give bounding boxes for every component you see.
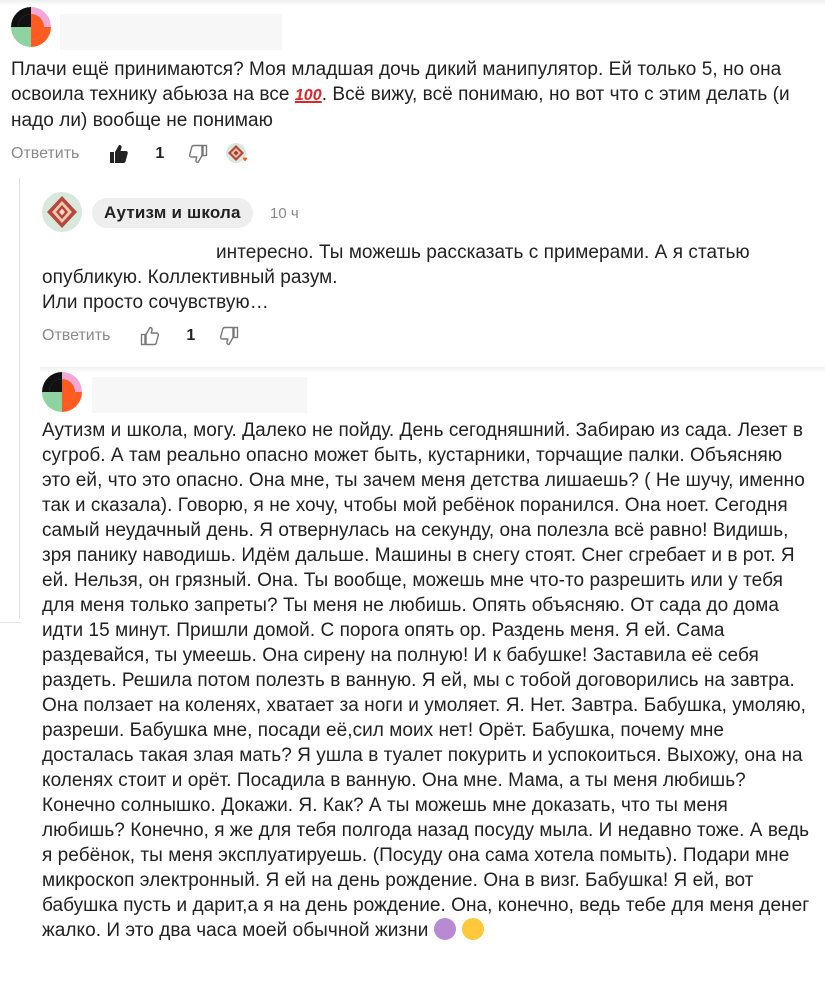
thumbs-up-icon[interactable] [140, 326, 160, 346]
thread-line [19, 178, 20, 618]
hundred-points-icon: 100 [294, 87, 322, 104]
thread-line-end [0, 622, 22, 623]
comment-time: 10 ч [270, 205, 299, 222]
reply-text-line-3: Или просто сочувствую… [42, 292, 269, 313]
reply-button[interactable]: Ответить [11, 145, 80, 162]
like-count: 1 [155, 145, 165, 162]
reply-text-line-2: опубликую. Коллективный разум. [42, 267, 338, 288]
comment-separator [40, 367, 825, 373]
comment-text: Плачи ещё принимаются? Моя младшая дочь дикий манипулятор. Ей только 5, но она освоила технику абьюза на все 100. Всё вижу, всё понимаю, но вот что с этим делать (и надо ли) вообще не понимаю [11, 59, 790, 131]
user-avatar[interactable] [11, 7, 51, 47]
thumbs-down-icon[interactable] [188, 144, 208, 164]
author-liked-badge-icon [225, 142, 249, 166]
grin-face-icon [462, 918, 484, 940]
author-avatar[interactable] [42, 192, 82, 232]
like-count: 1 [186, 327, 196, 344]
author-name-hidden [92, 377, 307, 413]
user-avatar[interactable] [42, 372, 82, 412]
comment-actions [11, 142, 249, 166]
reply-button[interactable]: Ответить [42, 327, 111, 344]
thumbs-up-filled-icon[interactable] [109, 144, 129, 164]
author-name-hidden [60, 14, 282, 50]
reply-text-line-1: интересно. Ты можешь рассказать с примерами. А я статью [216, 242, 750, 263]
diamond-logo-icon [42, 192, 82, 232]
avatar-pattern-icon [42, 372, 82, 412]
long-comment-text: Аутизм и школа, могу. Далеко не пойду. День сегодняшний. Забираю из сада. Лезет в сугроб. А там реально опасно может быть, кустарники, торчащие палки. Объясняю это ей, что это опасно. Она мне, ты зачем меня детства лишаешь? ( Не шучу, именно так и сказала). Говорю, я не хочу, чтобы мой ребёнок поранился. Она ноет. Сегодня самый неудачный день. Я отвернулась на секунду, она полезла всё равно! Видишь, зря панику наводишь. Идём дальше. Машины в снегу стоят. Снег сгребает и в рот. Я ей. Нельзя, он грязный. Она. Ты вообще, можешь мне что-то разрешить или у тебя для меня только запреты? Ты меня не любишь. Опять объясняю. От сада до дома идти 15 минут. Пришли домой. С порога опять ор. Раздень меня. Я ей. Сама раздевайся, ты умеешь. Она сирену на полную! И к бабушке! Заставила её себя раздеть. Решила потом полезть в ванную. Я ей, мы с тобой договорились на завтра. Она ползает на коленях, хватает за ноги и умоляет. Я. Нет. Завтра. Бабушка, умоляю, разреши. Бабушка мне, посади её,сил моих нет! Орёт. Бабушка, почему мне досталась такая злая мать? Я ушла в туалет покурить и успокоиться. Выхожу, она на коленях стоит и орёт. Посадила в ванную. Она мне. Мама, а ты меня любишь? Конечно солнышко. Докажи. Я. Как? А ты можешь мне доказать, что ты меня любишь? Конечно, я же для тебя полгода назад посуду мыла. И недавно тоже. А ведь я ребёнок, ты меня эксплуатируешь. (Посуду она сама хотела помыть). Подари мне микроскоп электронный. Я ей на день рождение. Она в визг. Бабушка! Я ей, вот бабушка пусть и дарит,а я на день рождение. Она, конечно, ведь тебе для меня денег жалко. И это два часа моей обычной жизни [42, 420, 810, 941]
author-name-chip[interactable]: Аутизм и школа [92, 198, 253, 228]
reply-actions [42, 326, 239, 346]
top-separator [0, 0, 825, 6]
thumbs-down-icon[interactable] [219, 326, 239, 346]
avatar-pattern-icon [11, 7, 51, 47]
shrug-woman-icon [434, 918, 456, 940]
